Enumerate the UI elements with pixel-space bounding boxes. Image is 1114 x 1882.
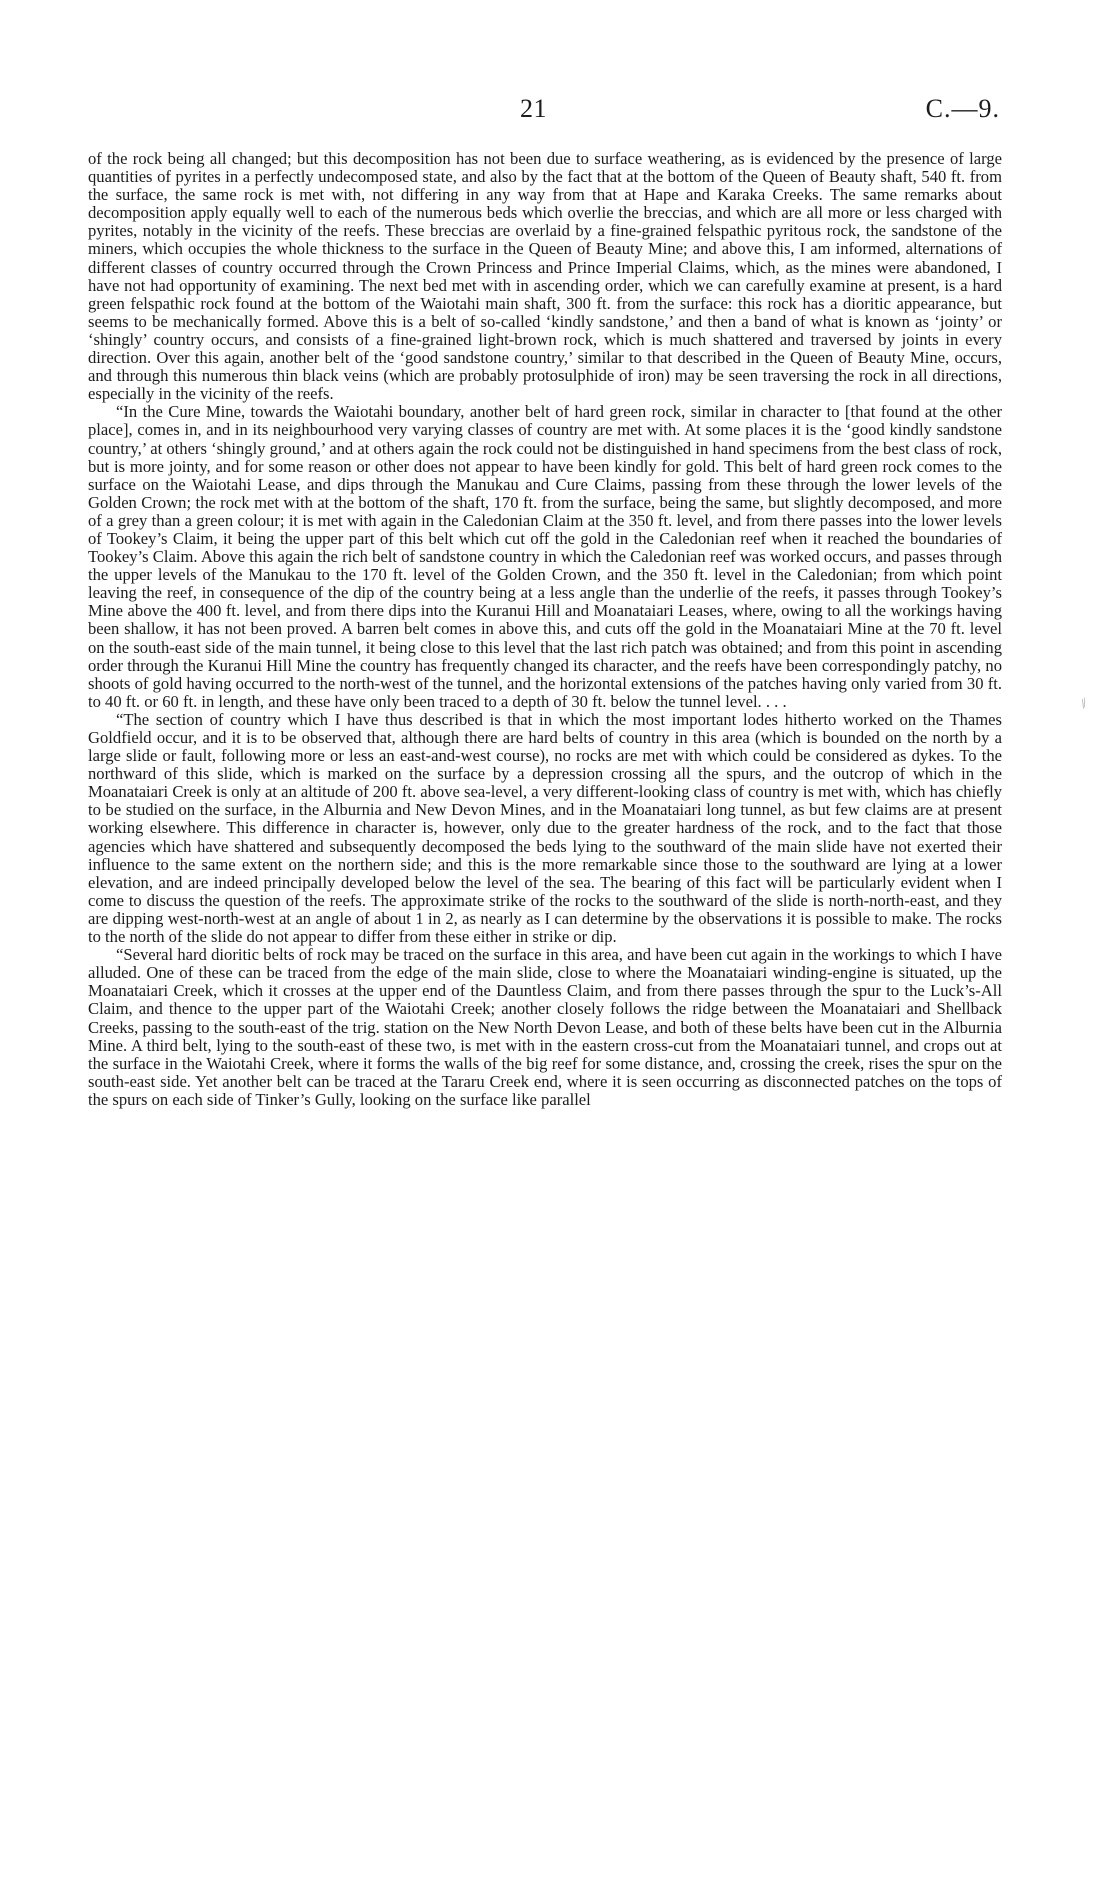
body-text bbox=[88, 150, 1002, 1109]
page-number: 21 bbox=[520, 94, 547, 123]
paragraph: “The section of country which I have thus described is that in which the most important lodes hitherto worked on the Thames Goldfield occur, and it is to be observed that, although there are hard belts of country in this area (which is bounded on the north by a large slide or fault, following more or less an east-and-west course), no rocks are met with which could be considered as dykes. To the northward of this slide, which is marked on the surface by a depression crossing all the spurs, and the outcrop of which in the Moanataiari Creek is only at an altitude of 200 ft. above sea-level, a very different-looking class of country is met with, which has chiefly to be studied on the surface, in the Alburnia and New Devon Mines, and in the Moanataiari long tunnel, as but few claims are at present working elsewhere. This difference in character is, however, only due to the greater hardness of the rock, and to the fact that those agencies which have shattered and subsequently decomposed the beds lying to the southward of the main slide have not exerted their influence to the same extent on the northern side; and this is the more remarkable since those to the southward are lying at a lower elevation, and are indeed principally developed below the level of the sea. The bearing of this fact will be particularly evident when I come to discuss the question of the reefs. The approximate strike of the rocks to the southward of the slide is north-north-east, and they are dipping west-north-west at an angle of about 1 in 2, as nearly as I can determine by the observations it is possible to make. The rocks to the north of the slide do not appear to differ from these either in strike or dip. bbox=[88, 709, 1002, 947]
paragraph: of the rock being all changed; but this decomposition has not been due to surface weathering, as is evidenced by the presence of large quantities of pyrites in a perfectly undecomposed state, and also by the fact that at the bottom of the Queen of Beauty shaft, 540 ft. from the surface, the same rock is met with, not differing in any way from that at Hape and Karaka Creeks. The same remarks about decomposition apply equally well to each of the numerous beds which overlie the breccias, and which are all more or less charged with pyrites, notably in the vicinity of the reefs. These breccias are overlaid by a fine-grained felspathic pyritous rock, the sandstone of the miners, which occupies the whole thickness to the surface in the Queen of Beauty Mine; and above this, I am informed, alternations of different classes of country occurred through the Crown Princess and Prince Imperial Claims, which, as the mines were abandoned, I have not had opportunity of examining. The next bed met with in ascending order, which we can carefully examine at present, is a hard green felspathic rock found at the bottom of the Waiotahi main shaft, 300 ft. from the surface: this rock has a dioritic appearance, but seems to be mechanically formed. Above this is a belt of so-called ‘kindly sandstone,’ and then a band of what is known as ‘jointy’ or ‘shingly’ country occurs, and consists of a fine-grained light-brown rock, which is much shattered and traversed by joints in every direction. Over this again, another belt of the ‘good sandstone country,’ similar to that described in the Queen of Beauty Mine, occurs, and through this numerous thin black veins (which are probably protosulphide of iron) may be seen traversing the rock in all directions, especially in the vicinity of the reefs. bbox=[88, 149, 1002, 404]
paragraph: “Several hard dioritic belts of rock may be traced on the surface in this area, and have been cut again in the workings to which I have alluded. One of these can be traced from the edge of the main slide, close to where the Moanataiari winding-engine is situated, up the Moanataiari Creek, which it crosses at the upper end of the Dauntless Claim, and from there passes through the spur to the Luck’s-All Claim, and thence to the upper part of the Waiotahi Creek; another closely follows the ridge between the Moanataiari and Shellback Creeks, passing to the south-east of the trig. station on the New North Devon Lease, and both of these belts have been cut in the Alburnia Mine. A third belt, lying to the south-east of these two, is met with in the eastern cross-cut from the Moanataiari tunnel, and crops out at the surface in the Waiotahi Creek, where it forms the walls of the big reef for some distance, and, crossing the creek, rises the spur on the south-east side. Yet another belt can be traced at the Tararu Creek end, where it is seen occurring as disconnected patches on the tops of the spurs on each side of Tinker’s Gully, looking on the surface like parallel bbox=[88, 945, 1002, 1109]
paragraph: “In the Cure Mine, towards the Waiotahi boundary, another belt of hard green rock, similar in character to [that found at the other place], comes in, and in its neighbourhood very varying classes of country are met with. At some places it is the ‘good kindly sandstone country,’ at others ‘shingly ground,’ and at others again the rock could not be distinguished in hand specimens from the best class of rock, but is more jointy, and for some reason or other does not appear to have been kindly for gold. This belt of hard green rock comes to the surface on the Waiotahi Lease, and dips through the Manukau and Cure Claims, passing from these through the lower levels of the Golden Crown; the rock met with at the bottom of the shaft, 170 ft. from the surface, being the same, but slightly decomposed, and more of a grey than a green colour; it is met with again in the Caledonian Claim at the 350 ft. level, and from there passes into the lower levels of Tookey’s Claim, it being the upper part of this belt which cut off the gold in the Caledonian reef when it reached the boundaries of Tookey’s Claim. Above this again the rich belt of sandstone country in which the Caledonian reef was worked occurs, and passes through the upper levels of the Manukau to the 170 ft. level of the Golden Crown, and the 350 ft. level in the Caledonian; from which point leaving the reef, in consequence of the dip of the country being at a less angle than the underlie of the reefs, it passes through Tookey’s Mine above the 400 ft. level, and from there dips into the Kuranui Hill and Moanataiari Leases, where, owing to all the workings having been shallow, it has not been proved. A barren belt comes in above this, and cuts off the gold in the Moanataiari Mine at the 70 ft. level on the south-east side of the main tunnel, it being close to this level that the last rich patch was obtained; and from this point in ascending order through the Kuranui Hill Mine the country has frequently changed its character, and the reefs have been correspondingly patchy, no shoots of gold having occurred to the north-west of the tunnel, and the horizontal extensions of the patches having only varied from 30 ft. to 40 ft. or 60 ft. in length, and these have only been traced to a depth of 30 ft. below the tunnel level. . . . bbox=[88, 402, 1002, 711]
document-reference: C.—9. bbox=[925, 94, 1000, 123]
margin-pencil-mark: ⁄⁄ bbox=[1077, 696, 1090, 710]
